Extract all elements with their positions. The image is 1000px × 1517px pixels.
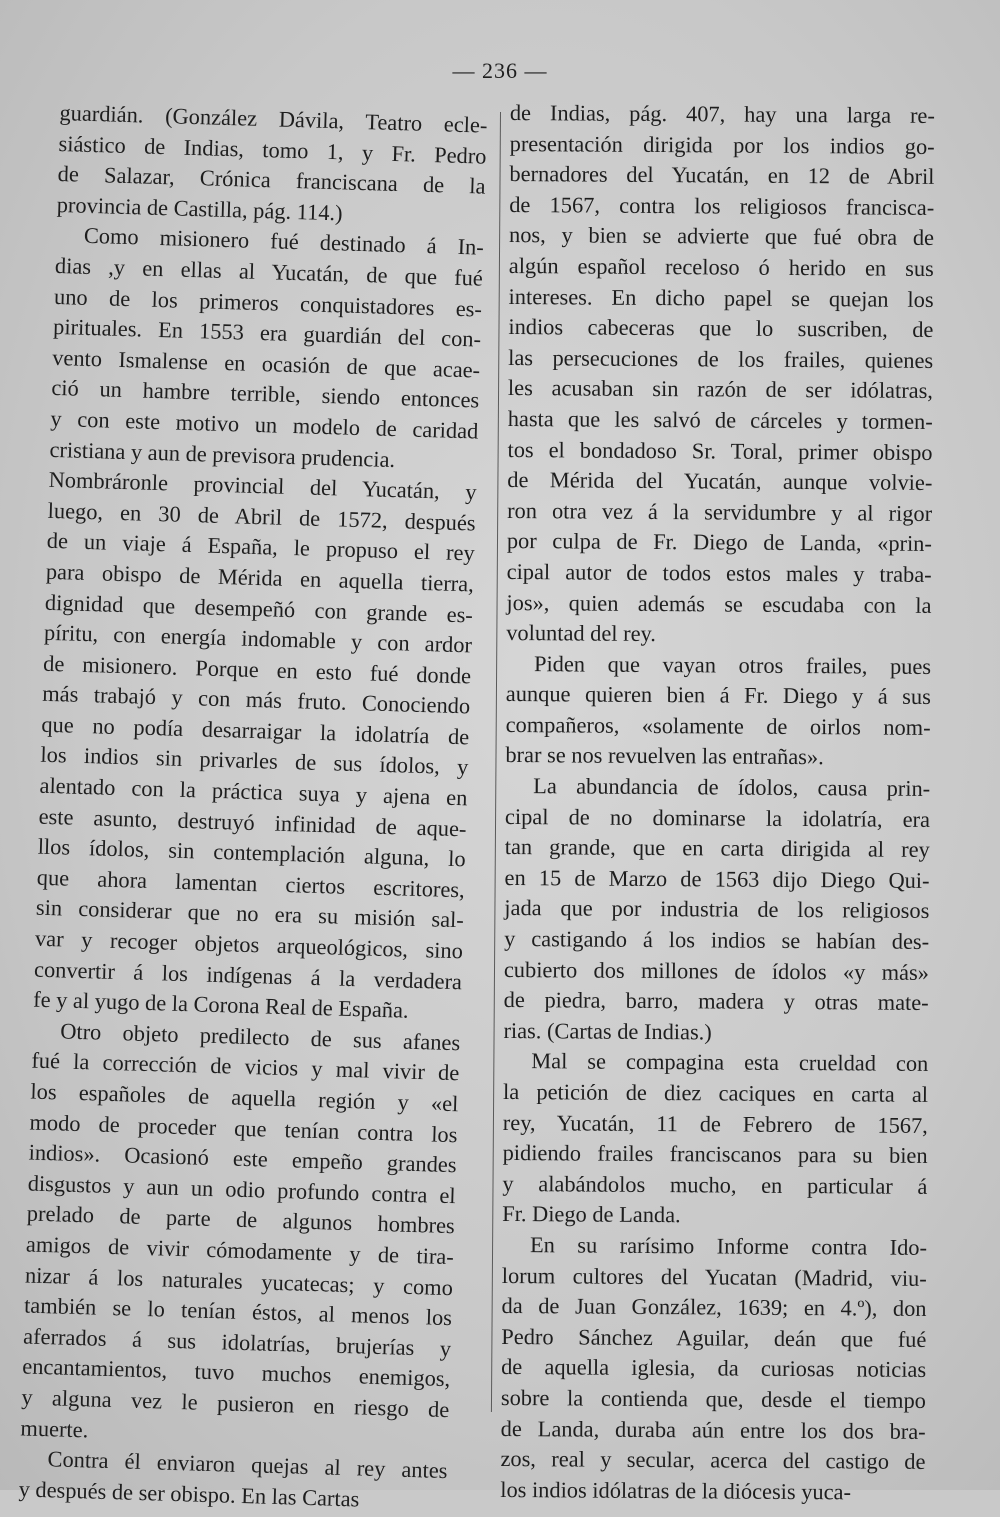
text-line: sin considerar que no era su misión sal- [35,895,465,933]
text-line: Fr. Diego de Landa. [502,1201,681,1228]
text-line: los indios sin privarles de sus ídolos, y [40,742,469,780]
text-line: Mal se compagina esta crueldad con [531,1048,929,1077]
text-line: los españoles de aquella región y «el [30,1078,459,1117]
text-line: Nombráronle provincial del Yucatán, y [48,466,477,505]
text-line: intereses. En dicho papel se quejan los [508,283,934,312]
text-line: tos el bondadoso Sr. Toral, primer obispo [507,436,933,465]
text-line: sobre la contienda que, desde el tiempo [500,1384,927,1413]
text-line: para obispo de Mérida en aquella tierra, [45,558,475,597]
text-line: llos ídolos, sin contemplación alguna, lo [37,833,466,872]
text-line: y con este motivo un modelo de caridad [50,405,479,444]
text-line: guardián. (González Dávila, Teatro ecle- [59,99,488,138]
text-line: La abundancia de ídolos, causa prin- [533,773,931,802]
text-line: zos, real y secular, acerca del castigo de [500,1446,926,1475]
text-line: uno de los primeros conquistadores es- [53,283,483,322]
text-line: Contra él enviaron quejas al rey antes [47,1446,448,1484]
text-line: de aquella iglesia, da curiosas noticias [501,1354,927,1383]
text-line: dias ,y en ellas al Yucatán, de que fué [54,252,484,291]
text-line: de piedra, barro, madera y otras mate- [503,987,929,1016]
text-line: luego, en 30 de Abril de 1572, después [47,497,476,536]
text-line: jada que por industria de los religiosos [504,895,930,924]
text-line: y alguna vez le pusieron en riesgo de [21,1384,450,1423]
text-line: de Mérida del Yucatán, aunque volvie- [507,467,933,496]
text-line: de Landa, duraba aún entre los dos bra- [500,1415,926,1444]
text-line: Piden que vayan otros frailes, pues [533,650,932,679]
text-line: indios cabeceras que lo suscriben, de [508,314,934,343]
text-line: algún español receloso ó herido en sus [508,252,934,281]
text-line: voluntad del rey. [506,620,656,647]
text-line: dignidad que desempeñó con grande es- [44,589,474,627]
text-line: lorum cultores del Yucatan (Madrid, viu- [501,1262,927,1291]
text-line: que ahora lamentan ciertos escritores, [36,864,466,903]
text-line: compañeros, «solamente de oirlos nom- [505,711,931,740]
text-line: En su rarísimo Informe contra Ido- [529,1232,928,1260]
text-line: y después de ser obispo. En las Cartas [18,1476,360,1512]
text-line: amigos de vivir cómodamente y de tira- [25,1231,455,1270]
text-line: también se lo tenían éstos, al menos los [23,1292,453,1331]
text-line: la petición de diez caciques en carta al [502,1078,929,1107]
text-line: indios». Ocasionó este empeño grandes [28,1139,457,1178]
text-line: y alabándolos mucho, en particular á [502,1170,928,1199]
text-line: pidiendo frailes franciscanos para su bien [502,1140,928,1169]
text-line: Otro objeto predilecto de sus afanes [59,1018,461,1056]
text-line: las persecuciones de los frailes, quienes [508,344,934,373]
text-line: alentado con la práctica suya y ajena en [39,772,468,811]
text-line: rias. (Cartas de Indias.) [503,1017,712,1045]
text-line: fe y al yugo de la Corona Real de España. [32,986,410,1023]
text-line: Pedro Sánchez Aguilar, deán que fué [501,1323,927,1352]
text-line: que no podía desarraigar la idolatría de [41,711,470,750]
text-line: de Salazar, Crónica franciscana de la [57,161,486,199]
text-line: vento Ismalense en ocasión de que acae- [51,344,481,383]
text-line: bernadores del Yucatán, en 12 de Abril [509,161,935,190]
text-line: brar se nos revuelven las entrañas». [505,742,824,770]
text-line: por culpa de Fr. Diego de Landa, «prin- [506,528,932,557]
text-line: hasta que les salvó de cárceles y tormen- [507,405,933,434]
text-line: rey, Yucatán, 11 de Febrero de 1567, [502,1109,928,1138]
text-line: convertir á los indígenas á la verdadera [33,956,463,994]
text-line: los indios idólatras de la diócesis yuca- [500,1476,852,1505]
text-line: aferrados á sus idolatrías, brujerías y [22,1323,452,1361]
page-number: — 236 — [452,58,548,83]
text-line: cristiana y aun de previsora prudencia. [49,436,396,472]
text-line: ció un hambre terrible, siendo entonces [51,375,480,413]
left-text-column [18,98,488,1517]
text-line: prelado de parte de algunos hombres [26,1200,456,1239]
text-line: cubierto dos millones de ídolos «y más» [503,956,929,985]
text-line: muerte. [20,1414,89,1442]
text-line: disgustos y aun un odio profundo contra el [27,1170,456,1208]
text-line: provincia de Castilla, pág. 114.) [56,191,343,226]
text-line: de 1567, contra los religiosos francisca- [509,191,935,220]
text-line: da de Juan González, 1639; en 4.º), don [501,1293,927,1322]
text-line: les acusaban sin razón de ser idólatras, [507,375,934,404]
right-text-column [500,98,935,1508]
text-line: aunque quieren bien á Fr. Diego y á sus [505,681,931,710]
text-line: de un viaje á España, le propuso el rey [46,528,476,566]
text-line: Como misionero fué destinado á In- [83,223,485,261]
text-line: cipal de no dominarse la idolatría, era [504,803,931,832]
text-line: de misionero. Porque en esto fué donde [42,650,472,689]
column-divider [491,112,501,1412]
text-line: píritu, con energía indomable y con ardor [43,619,473,658]
text-line: var y recoger objetos arqueológicos, sino [34,925,464,964]
text-line: y castigando á los indios se habían des- [504,926,930,954]
text-line: siástico de Indias, tomo 1, y Fr. Pedro [58,130,487,169]
text-line: fué la corrección de vicios y mal vivir de [31,1047,460,1086]
text-line: encantamientos, tuvo muchos enemigos, [21,1353,451,1392]
text-line: cipal autor de todos estos males y traba- [506,558,932,587]
text-line: nizar á los naturales yucatecas; y como [24,1262,454,1300]
text-line: de Indias, pág. 407, hay una larga re- [509,99,935,128]
text-line: ron otra vez á la servidumbre y al rigor [507,497,933,526]
text-line: en 15 de Marzo de 1563 dijo Diego Qui- [504,864,930,893]
text-line: nos, y bien se advierte que fué obra de [508,222,935,251]
text-line: más trabajó y con más fruto. Conociendo [41,681,471,719]
text-line: jos», quien además se escudaba con la [506,589,932,618]
text-line: modo de proceder que tenían contra los [29,1109,458,1147]
text-line: presentación dirigida por los indios go- [509,130,935,159]
text-line: tan grande, que en carta dirigida al rey [504,834,930,863]
text-line: pirituales. En 1553 era guardián del con- [52,314,482,352]
text-line: este asunto, destruyó infinidad de aque- [38,803,467,842]
